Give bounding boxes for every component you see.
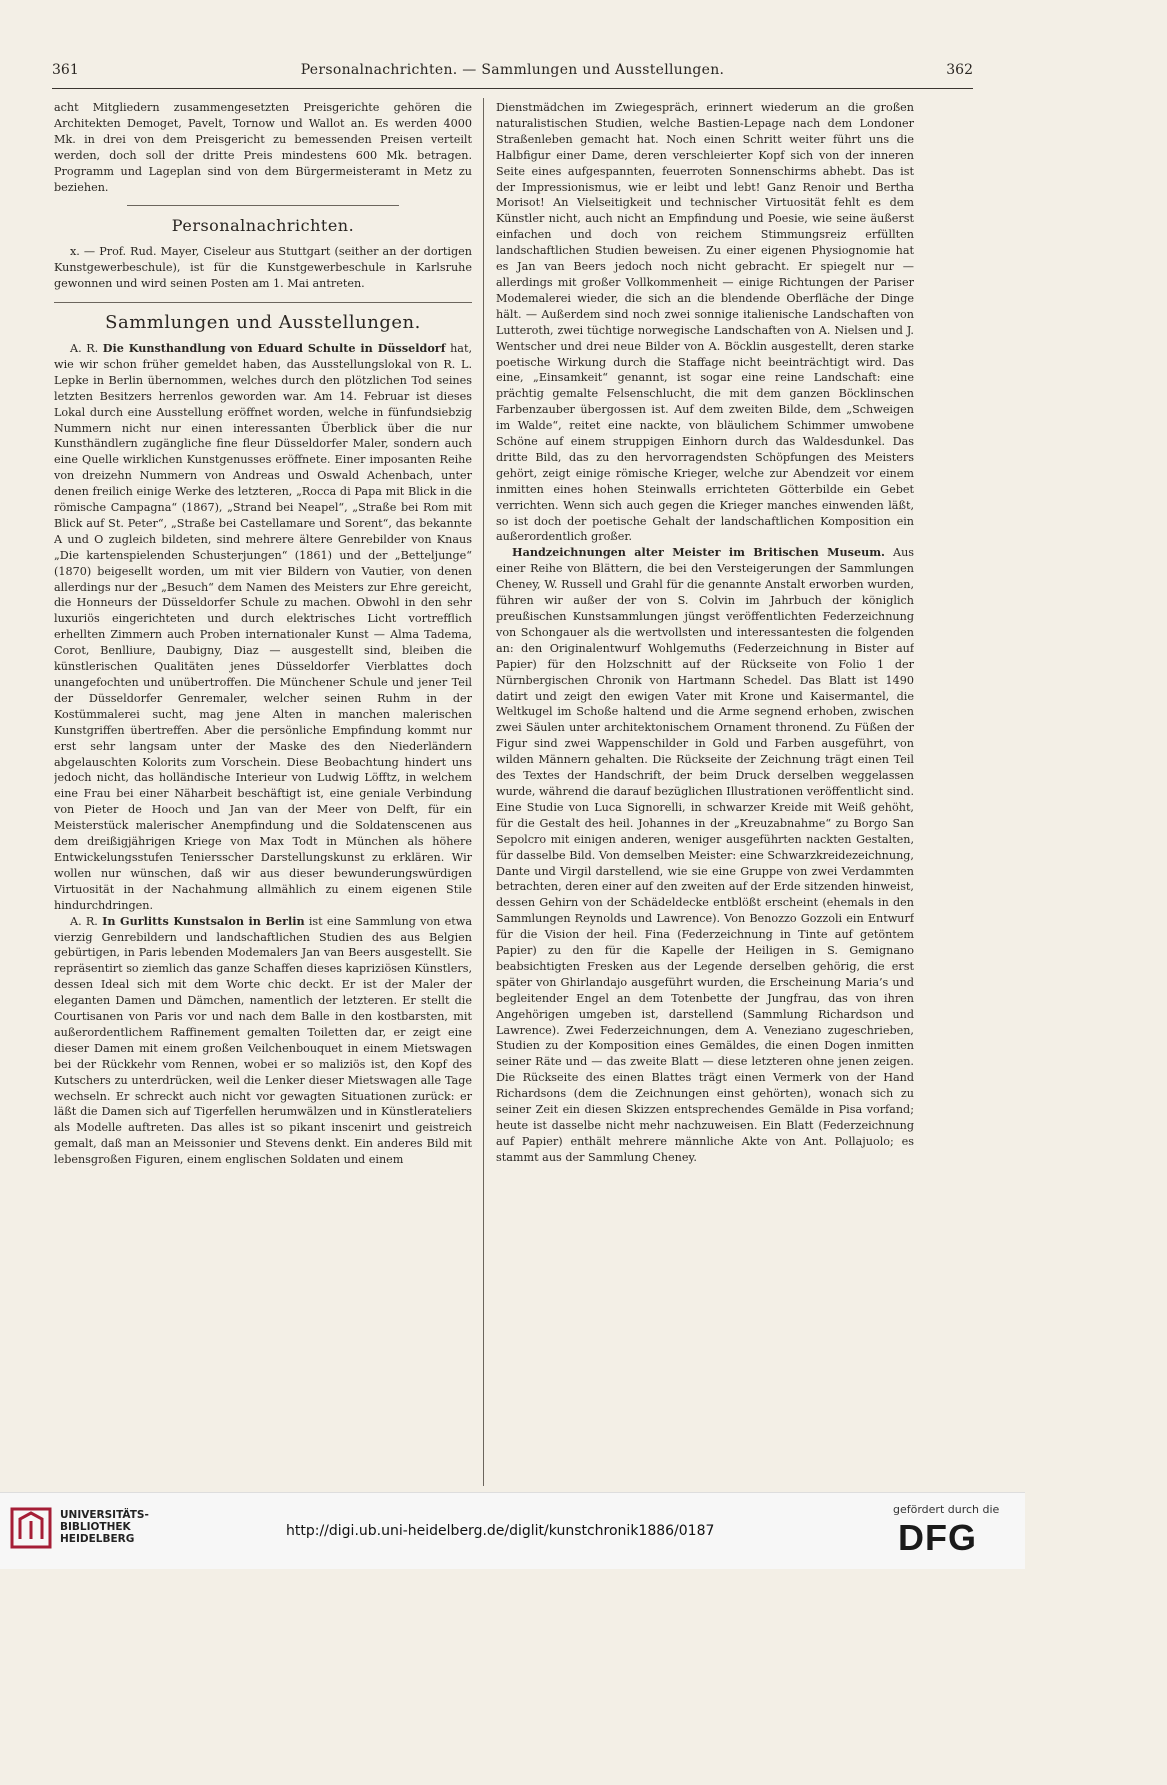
collections-heading: Sammlungen und Ausstellungen. (105, 312, 421, 334)
personal-paragraph: x. — Prof. Rud. Mayer, Ciseleur aus Stuttgart (seither an der dortigen Kunstgewerbeschule), ist für die Kunstgewerbeschule in Karlsruhe gewonnen und wird seinen Posten am 1. Mai antreten. (54, 245, 472, 291)
article-body: Aus einer Reihe von Blättern, die bei den Versteigerungen der Sammlungen Cheney, W. Russell und Grahl für die genannte Anstalt erworben wurden, führen wir außer der von S. Colvin im Jahrbuch der königlich preußischen Kunstsammlungen jüngst veröffentlichten Federzeichnung von Schongauer als die wertvollsten und interessantesten die folgenden an: den Originalentwurf Wohlgemuths (Federzeichnung in Bister auf Papier) für den Holzschnitt auf der Rückseite von Folio 1 der Nürnbergischen Chronik von Hartmann Schedel. Das Blatt ist 1490 datirt und zeigt den ewigen Vater mit Krone und Kaisermantel, die Weltkugel im Schoße haltend und die Arme segnend erhoben, zwischen zwei Säulen unter architektonischem Ornament thronend. Zu Füßen der Figur sind zwei Wappenschilder in Gold und Farben ausgeführt, von wilden Männern gehalten. Die Rückseite der Zeichnung trägt einen Teil des Textes der Handschrift, der beim Druck derselben weggelassen wurde, während die darauf bezüglichen Illustrationen veröffentlicht sind. Eine Studie von Luca Signorelli, in schwarzer Kreide mit Weiß gehöht, für die Gestalt des heil. Johannes in der „Kreuzabnahme“ zu Borgo San Sepolcro mit einigen anderen, weniger ausgeführten nackten Gestalten, für dasselbe Bild. Von demselben Meister: eine Schwarzkreidezeichnung, Dante und Virgil darstellend, wie sie eine Gruppe von zwei Verdammten betrachten, deren einer auf den zweiten auf der Erde sitzenden hinweist, dessen Gehirn von der Schädeldecke entblößt erscheint (ehemals in den Sammlungen Reynolds und Lawrence). Von Benozzo Gozzoli ein Entwurf für die Vision der heil. Fina (Federzeichnung in Tinte auf getöntem Papier) zu den für die Kapelle der Heiligen in S. Gemignano beabsichtigten Fresken aus der Legende derselben gehörig, die erst später von Ghirlandajo ausgeführt wurden, die Erscheinung Maria’s und begleitender Engel an dem Totenbette der Jungfrau, das von ihren Angehörigen umgeben ist, darstellend (Sammlung Richardson und Lawrence). Zwei Federzeichnungen, dem A. Veneziano zugeschrieben, Studien zu der Komposition eines Gemäldes, die einen Dogen inmitten seiner Räte und — das zweite Blatt — diese letzteren ohne jenen zeigen. Die Rückseite des einen Blattes trägt einen Vermerk von der Hand Richardsons (dem die Zeichnungen einst gehörten), wonach sich zu seiner Zeit ein diesen Skizzen entsprechendes Gemälde in Pisa vorfand; heute ist dasselbe nicht mehr nachzuweisen. Ein Blatt (Federzeichnung auf Papier) enthält mehrere männliche Akte von Ant. Pollajuolo; es stammt aus der Sammlung Cheney. (496, 546, 914, 1164)
permalink[interactable]: http://digi.ub.uni-heidelberg.de/diglit/kunstchronik1886/0187 (286, 1523, 715, 1539)
continued-paragraph: Dienstmädchen im Zwiegespräch, erinnert wiederum an die großen naturalistischen Studien, welche Bastien-Lepage nach dem Londoner Straßenleben gemacht hat. Noch einen Schritt weiter führt uns die Halbfigur einer Dame, deren verschleierter Kopf sich von der inneren Seite eines aufgespannten, feuerroten Sonnenschirms abhebt. Das ist der Impressionismus, wie er leibt und lebt! Ganz Renoir und Bertha Morisot! An Vielseitigkeit und technischer Virtuosität fehlt es dem Künstler nicht, auch nicht an Empfindung und Poesie, wie seine äußerst einfachen und doch von reichem Stimmungsreiz erfüllten landschaftlichen Studien beweisen. Zu einer eigenen Physiognomie hat es Jan van Beers jedoch noch nicht gebracht. Er spiegelt nur — allerdings mit großer Vollkommenheit — einige Richtungen der Pariser Modemalerei wieder, die sich an die blendende Oberfläche der Dinge hält. — Außerdem sind noch zwei sonnige italienische Landschaften von Lutteroth, zwei tüchtige norwegische Landschaften von A. Nielsen und J. Wentscher und drei neue Bilder von A. Böcklin ausgestellt, deren starke poetische Wirkung durch die Staffage nicht beeinträchtigt wird. Das eine, „Einsamkeit“ genannt, ist sogar eine reine Landschaft: eine prächtig gemalte Felsenschlucht, die mit dem ganzen Böcklinschen Farbenzauber übergossen ist. Auf dem zweiten Bilde, dem „Schweigen im Walde“, reitet eine nackte, von bläulichem Schimmer umwobene Schöne auf einem struppigen Einhorn durch das Waldesdunkel. Das dritte Bild, das zu den hervorragendsten Schöpfungen des Meisters gehört, zeigt einige römische Krieger, welche zur Abendzeit vor einem inmitten eines hohen Steinwalls errichteten Götterbilde ein Gebet verrichten. Wenn sich auch gegen die Krieger manches einwenden läßt, so ist doch der poetische Gehalt der landschaftlichen Komposition ein außerordentlich großer. (496, 101, 914, 544)
university-seal-icon (10, 1507, 52, 1549)
author-signature: A. R. (70, 341, 99, 355)
left-column (54, 100, 472, 1485)
section-rule (54, 302, 472, 303)
page-number-left: 361 (52, 62, 79, 78)
page-header (52, 58, 973, 89)
intro-paragraph: acht Mitgliedern zusammengesetzten Preisgerichte gehören die Architekten Demoget, Pavelt, Tornow und Wallot an. Es werden 4000 Mk. in drei von dem Preisgericht zu bemessenden Preisen verteilt werden, doch soll der dritte Preis mindestens 600 Mk. betragen. Programm und Lageplan sind von dem Bürgermeisteramt in Metz zu beziehen. (54, 101, 472, 194)
library-name-line: UNIVERSITÄTS- (60, 1509, 149, 1521)
dfg-logo: DFG (898, 1517, 977, 1558)
running-title: Personalnachrichten. — Sammlungen und Ausstellungen. (300, 62, 725, 78)
library-name (60, 1509, 149, 1545)
column-divider (483, 98, 484, 1486)
funding-note: gefördert durch die (893, 1503, 1000, 1516)
personal-heading: Personalnachrichten. (171, 216, 355, 236)
article-schulte (54, 341, 472, 914)
right-column (496, 100, 914, 1485)
page-number-right: 362 (946, 62, 973, 78)
library-name-line: HEIDELBERG (60, 1533, 135, 1545)
library-name-line: BIBLIOTHEK (60, 1521, 131, 1533)
author-signature: A. R. (70, 914, 98, 928)
article-lead: In Gurlitts Kunstsalon in Berlin (102, 913, 305, 928)
article-lead: Handzeichnungen alter Meister im Britischen Museum. (512, 545, 885, 560)
digitization-footer (0, 1492, 1025, 1569)
article-body: hat, wie wir schon früher gemeldet haben, das Ausstellungslokal von R. L. Lepke in Berlin übernommen, welches durch den plötzlichen Tod seines letzten Besitzers herrenlos geworden war. Am 14. Februar ist dieses Lokal durch eine Ausstellung eröffnet worden, welche in fünfundsiebzig Nummern nicht nur einen interessanten Überblick über die nur Kunsthändlern zugängliche fine fleur Düsseldorfer Maler, sondern auch eine Quelle wirklichen Kunstgenusses eröffnete. Einer imposanten Reihe von dreizehn Nummern von Andreas und Oswald Achenbach, unter denen freilich einige Werke des letzteren, „Rocca di Papa mit Blick in die römische Campagna“ (1867), „Strand bei Neapel“, „Straße bei Rom mit Blick auf St. Peter“, „Straße bei Castellamare und Sorent“, das bekannte A und O zugleich bildeten, sind mehrere ältere Genrebilder von Knaus „Die kartenspielenden Schusterjungen“ (1861) und der „Betteljunge“ (1870) beigesellt worden, um mit vier Bildern von Vautier, von denen allerdings nur der „Besuch“ dem Namen des Meisters zur Ehre gereicht, die Honneurs der Düsseldorfer Schule zu machen. Obwohl in den sehr luxuriös eingerichteten und durch elektrisches Licht vortrefflich erhellten Zimmern auch Proben internationaler Kunst — Alma Tadema, Corot, Benlliure, Daubigny, Diaz — ausgestellt sind, bleiben die künstlerischen Qualitäten jenes Düsseldorfer Vierblattes doch unangefochten und unübertroffen. Die Münchener Schule und jener Teil der Düsseldorfer Genremaler, welcher seinen Ruhm in der Kostümmalerei sucht, mag jene Alten in manchen malerischen Kunstgriffen übertreffen. Aber die persönliche Empfindung kommt nur erst sehr langsam unter der Maske des den Niederländern abgelauschten Kolorits zum Vorschein. Diese Beobachtung hindert uns jedoch nicht, das holländische Interieur von Ludwig Löfftz, in welchem eine Frau bei einer Näharbeit beschäftigt ist, eine geniale Verbindung von Pieter de Hooch und Jan van der Meer von Delft, für ein Meisterstück malerischer Anempfindung und die Soldatenscenen aus dem dreißigjährigen Kriege von Max Todt in München als höhere Entwickelungsstufen Teniersscher Darstellungskunst zu erklären. Wir wollen nur wünschen, daß wir aus dieser bewunderungswürdigen Virtuosität in der Nachahmung allmählich zu einem eigenen Stile hindurchdringen. (54, 341, 472, 912)
article-british-museum (496, 545, 914, 1165)
article-gurlitt (54, 914, 472, 1169)
section-rule (127, 205, 399, 206)
article-body: ist eine Sammlung von etwa vierzig Genrebildern und landschaftlichen Studien des aus Belgien gebürtigen, in Paris lebenden Modemalers Jan van Beers ausgestellt. Sie repräsentirt so ziemlich das ganze Schaffen dieses kapriziösen Künstlers, dessen Ideal sich mit dem Worte chic deckt. Er ist der Maler der eleganten Damen und Dämchen, namentlich der letzteren. Er stellt die Courtisanen von Paris vor und nach dem Balle in den kostbarsten, mit außerordentlichem Raffinement gemalten Toiletten dar, er zeigt eine dieser Damen mit einem großen Veilchenbouquet in einem Mietswagen bei der Rückkehr vom Rennen, wobei er so maliziös ist, den Kopf des Kutschers zu unterdrücken, weil die Lenker dieser Mietswagen alle Tage wechseln. Er schreckt auch nicht vor gewagten Situationen zurück: er läßt die Damen sich auf Tigerfellen herumwälzen und in Künstlerateliers als Modelle auftreten. Das alles ist so pikant inscenirt und geistreich gemalt, daß man an Meissonier und Stevens denkt. Ein anderes Bild mit lebensgroßen Figuren, einem englischen Soldaten und einem (54, 914, 472, 1167)
article-lead: Die Kunsthandlung von Eduard Schulte in Düsseldorf (102, 340, 446, 355)
